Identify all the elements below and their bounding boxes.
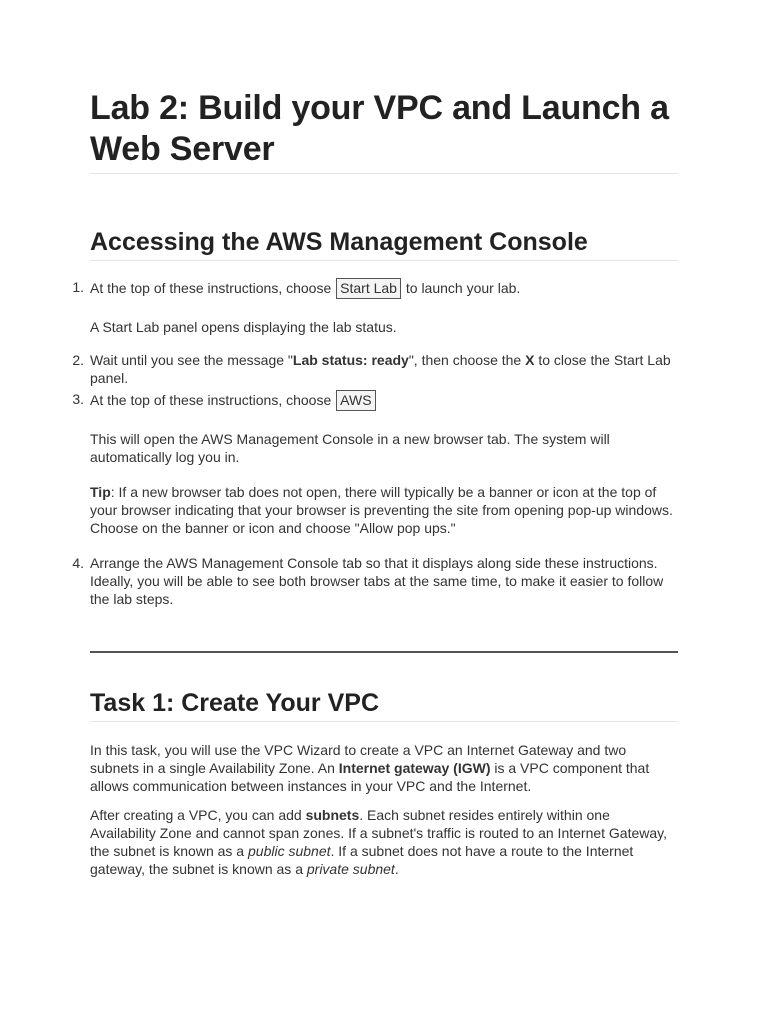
steps-list bbox=[72, 278, 678, 608]
step-text bbox=[90, 351, 678, 387]
step-text-after: to launch your lab. bbox=[401, 280, 521, 296]
step-text bbox=[90, 390, 678, 411]
step-4 bbox=[72, 554, 678, 608]
para-text: In this task, you will use the VPC Wizard to create a VPC an Internet Gateway and two subnets in a single Availability Zone. An bbox=[90, 742, 627, 776]
step-note: A Start Lab panel opens displaying the lab status. bbox=[90, 319, 397, 335]
step-text-before: At the top of these instructions, choose bbox=[90, 280, 336, 296]
public-subnet-term: public subnet bbox=[248, 843, 331, 859]
start-lab-button[interactable]: Start Lab bbox=[336, 278, 401, 299]
task-intro-paragraph bbox=[90, 741, 678, 795]
step-number: 3. bbox=[72, 391, 84, 407]
tip-text: : If a new browser tab does not open, there will typically be a banner or icon at the top of your browser indicating that your browser is preventing the site from opening pop-up windows. Choose on the banner or icon and choose "Allow pop ups." bbox=[90, 484, 673, 536]
igw-term: Internet gateway (IGW) bbox=[338, 760, 491, 776]
close-x-label: X bbox=[525, 352, 535, 368]
subnets-term: subnets bbox=[305, 807, 360, 823]
aws-button[interactable]: AWS bbox=[336, 390, 375, 411]
subnets-paragraph bbox=[90, 806, 678, 878]
tip-paragraph bbox=[90, 483, 678, 537]
step-text-mid: ", then choose the bbox=[408, 352, 526, 368]
step-text-before: At the top of these instructions, choose bbox=[90, 392, 336, 408]
step-1 bbox=[72, 278, 678, 336]
lab-document bbox=[72, 88, 678, 878]
para-text: . Each subnet resides entirely within one Availability Zone and cannot span zones. If a subnet's traffic is routed to an Internet Gateway, the subnet is known as a bbox=[90, 807, 668, 859]
para-text: is a VPC component that allows communication between instances in your VPC and the Internet. bbox=[90, 760, 650, 794]
step-2 bbox=[72, 351, 678, 387]
section-divider bbox=[90, 651, 678, 653]
step-text-before: Wait until you see the message " bbox=[90, 352, 293, 368]
step-text: Arrange the AWS Management Console tab so that it displays along side these instructions. Ideally, you will be able to see both browser tabs at the same time, to make it easier to follow the lab steps. bbox=[90, 555, 664, 607]
step-text bbox=[90, 278, 678, 299]
lab-status-text: Lab status: ready bbox=[292, 352, 409, 368]
step-3 bbox=[72, 390, 678, 537]
step-note: This will open the AWS Management Console in a new browser tab. The system will automatically log you in. bbox=[90, 431, 610, 465]
section-heading-console: Accessing the AWS Management Console bbox=[90, 226, 678, 261]
page-title: Lab 2: Build your VPC and Launch a Web Server bbox=[90, 88, 678, 174]
para-text: . bbox=[394, 861, 399, 877]
step-text-after: to close the Start Lab panel. bbox=[90, 352, 671, 386]
private-subnet-term: private subnet bbox=[306, 861, 395, 877]
tip-label: Tip bbox=[90, 484, 111, 500]
step-number: 2. bbox=[72, 352, 84, 368]
step-number: 4. bbox=[72, 555, 84, 571]
para-text: . If a subnet does not have a route to the Internet gateway, the subnet is known as a bbox=[90, 843, 634, 877]
section-heading-task1: Task 1: Create Your VPC bbox=[90, 687, 678, 722]
step-number: 1. bbox=[72, 279, 84, 295]
para-text: After creating a VPC, you can add bbox=[90, 807, 306, 823]
